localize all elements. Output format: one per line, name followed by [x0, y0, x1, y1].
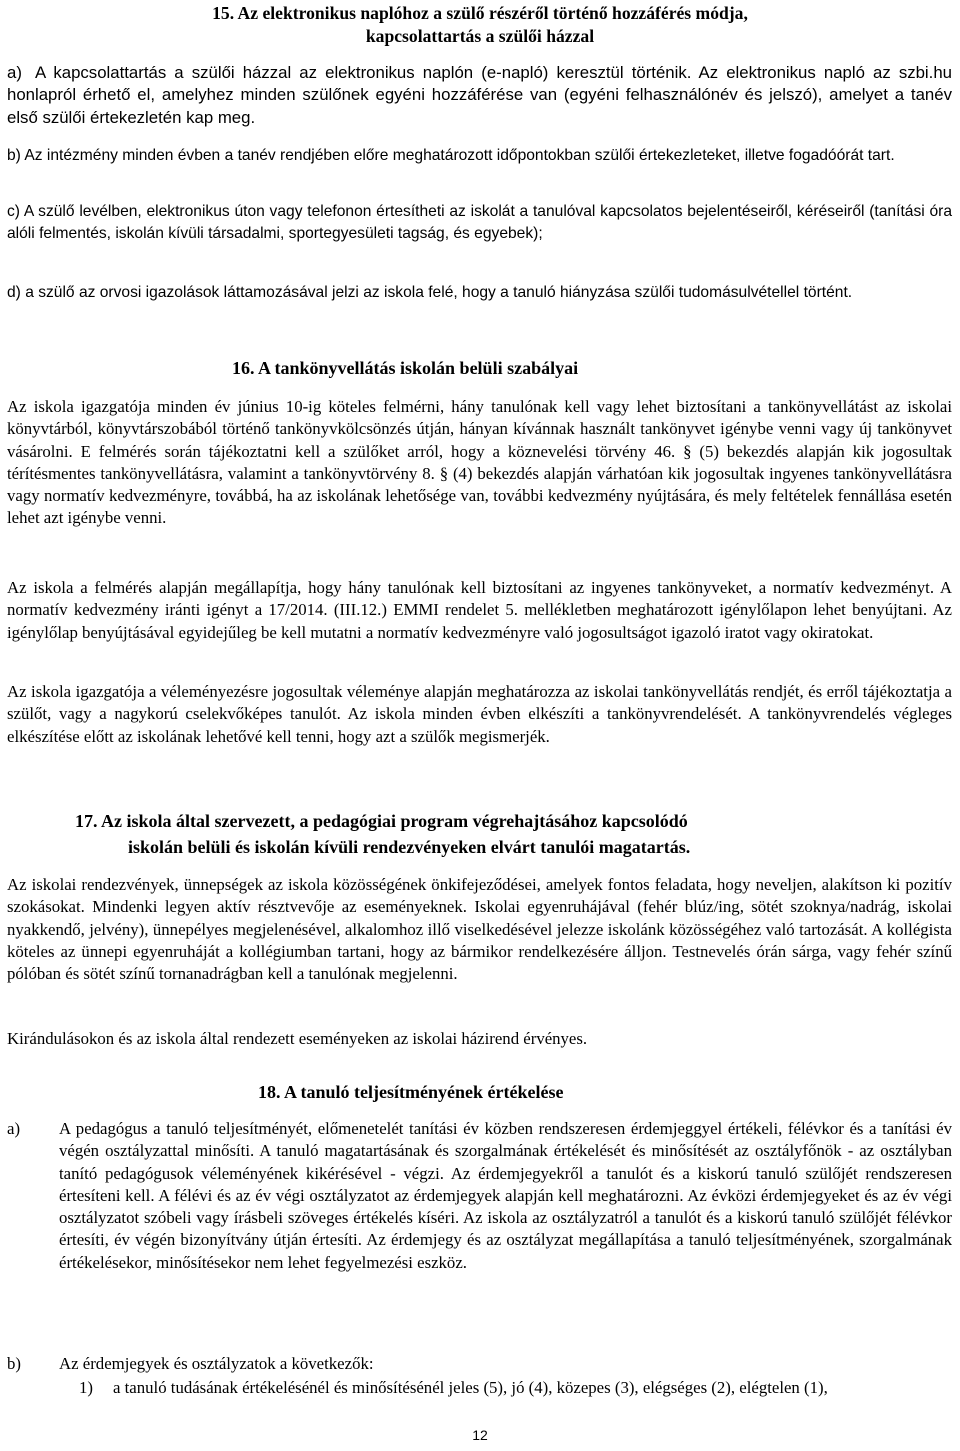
section-18-title: 18. A tanuló teljesítményének értékelése — [258, 1082, 564, 1102]
section-18-b-label: b) — [7, 1354, 21, 1373]
section-18-b1-text: a tanuló tudásának értékelésénél és minősítésénél jeles (5), jó (4), közepes (3), elégséges (2), elégtelen (1), — [113, 1378, 828, 1397]
section-16-paragraph-2: Az iskola a felmérés alapján megállapítja, hogy hány tanulónak kell biztosítani az ingyenes tankönyveket, a normatív kedvezményt. A normatív kedvezmény iránti igényt a 17/2014. (III.12.) EMMI rendelet 5. mellékletben meghatározott igénylőlapon lehet benyújtani. Az igénylőlap benyújtásával egyidejűleg be kell mutatni a normatív kedvezményre való jogosultságot igazoló iratot vagy okiratokat. — [7, 578, 952, 642]
section-15-c-text: c) A szülő levélben, elektronikus úton vagy telefonon értesítheti az iskolát a tanulóval kapcsolatos bejelentéseiről, kéréseiről (tanítási óra alóli felmentés, iskolán kívüli társadalmi, sportegyesületi tagság, és egyebek); — [7, 203, 952, 243]
section-18-b1-label: 1) — [79, 1378, 93, 1397]
section-15-title-line2: kapcsolattartás a szülői házzal — [365, 26, 595, 46]
section-15-title-line1: 15. Az elektronikus naplóhoz a szülő részéről történő hozzáférés módja, — [212, 3, 748, 23]
section-18-b-text: Az érdemjegyek és osztályzatok a következők: — [59, 1354, 374, 1373]
section-16-paragraph-1: Az iskola igazgatója minden év június 10-ig köteles felmérni, hány tanulónak kell vagy lehet biztosítani a tankönyvellátást az iskolai könyvtárból, könyvtárszobából történő tankönyvkölcsönzés útján, hányan kívánnak használt tankönyvet igénybe venni vagy új tankönyvet vásárolni. E felmérés során tájékoztatni kell a szülőket arról, hogy a köznevelési törvény 46. § (5) bekezdés alapján kik jogosultak térítésmentes tankönyvellátásra, valamint a tankönyvtörvény 8. § (4) bekezdés alapján várhatóan kik jogosultak ingyenes tankönyvellátásra vagy normatív kedvezményre, továbbá, ha az iskolának lehetősége van, további kedvezmény nyújtására, és mely feltételek fennállása esetén lehet azt igénybe venni. — [7, 397, 952, 528]
section-15-a-text: A kapcsolattartás a szülői házzal az elektronikus naplón (e-napló) keresztül történik. Az elektronikus napló az szbi.hu honlapról érhető el, amelyhez minden szülőnek egyéni hozzáférése van (egyéni felhasználónév és jelszó), amelyet a tanév első szülői értekezletén kap meg. — [7, 63, 952, 127]
section-17-title-line2: iskolán belüli és iskolán kívüli rendezvényeken elvárt tanulói magatartás. — [128, 837, 691, 857]
section-15-a-label: a) — [7, 63, 22, 82]
section-17-title-line1: 17. Az iskola által szervezett, a pedagógiai program végrehajtásához kapcsolódó — [75, 811, 688, 831]
page-number: 12 — [472, 1427, 488, 1443]
section-18-a-label: a) — [7, 1119, 21, 1138]
section-18-a-text: A pedagógus a tanuló teljesítményét, előmenetelét tanítási év közben rendszeresen érdemjeggyel értékeli, félévkor és a tanítási év végén osztályzattal minősíti. A tanuló magatartásának és szorgalmának értékelését és minősítését az osztályfőnök - az osztályban tanító pedagógusok véleményének kikérésével - végzi. Az érdemjegyekről a tanulót és a kiskorú tanuló szülőjét rendszeresen értesíteni kell. A félévi és az év végi osztályzatot az érdemjegyek alapján kell meghatározni. Az évközi érdemjegyeket és az év végi osztályzatot szóbeli vagy írásbeli szöveges értékelés kíséri. Az iskola az osztályzatról a tanulót és a kiskorú tanuló szülőjét félévkor értesíti, év végén bizonyítvány útján értesíti. Az érdemjegy és az osztályzat megállapítása a tanuló teljesítményének, szorgalmának értékelésekor, minősítésekor nem lehet fegyelmezési eszköz. — [59, 1119, 952, 1272]
section-16-paragraph-3: Az iskola igazgatója a véleményezésre jogosultak véleménye alapján meghatározza az iskolai tankönyvellátás rendjét, és erről tájékoztatja a szülőt, vagy a nagykorú cselekvőképes tanulót. Az iskola minden évben elkészíti a tankönyvrendelését. A tankönyvrendelés végleges elkészítése előtt az iskolának lehetővé kell tenni, hogy azt a szülők megismerjék. — [7, 682, 952, 746]
section-17-paragraph-2: Kirándulásokon és az iskola által rendezett eseményeken az iskolai házirend érvényes. — [7, 1029, 588, 1048]
section-17-paragraph-1: Az iskolai rendezvények, ünnepségek az iskola közösségének önkifejeződései, amelyek fontos feladata, hogy neveljen, alakítson ki pozitív szokásokat. Mindenki legyen aktív résztvevője az eseményeknek. Iskolai egyenruhájával (fehér blúz/ing, sötét szoknya/nadrág, iskolai nyakkendő, jelvény), ünnepélyes megjelenésével, alkalomhoz illő viselkedésével jelezze iskolánk közösségéhez való tartozását. A kollégista köteles az ünnepi egyenruháját a kollégiumban tartani, hogy az bármikor rendelkezésére álljon. Testnevelés órán sárga, vagy fehér színű pólóban és sötét színű tornanadrágban kell a tanulónak megjelenni. — [7, 875, 952, 984]
section-15-d-text: d) a szülő az orvosi igazolások láttamozásával jelzi az iskola felé, hogy a tanuló hiányzása szülői tudomásulvétellel történt. — [7, 284, 853, 301]
section-16-title: 16. A tankönyvellátás iskolán belüli szabályai — [232, 358, 579, 378]
section-15-b-text: b) Az intézmény minden évben a tanév rendjében előre meghatározott időpontokban szülői értekezleteket, illetve fogadóórát tart. — [7, 147, 895, 164]
